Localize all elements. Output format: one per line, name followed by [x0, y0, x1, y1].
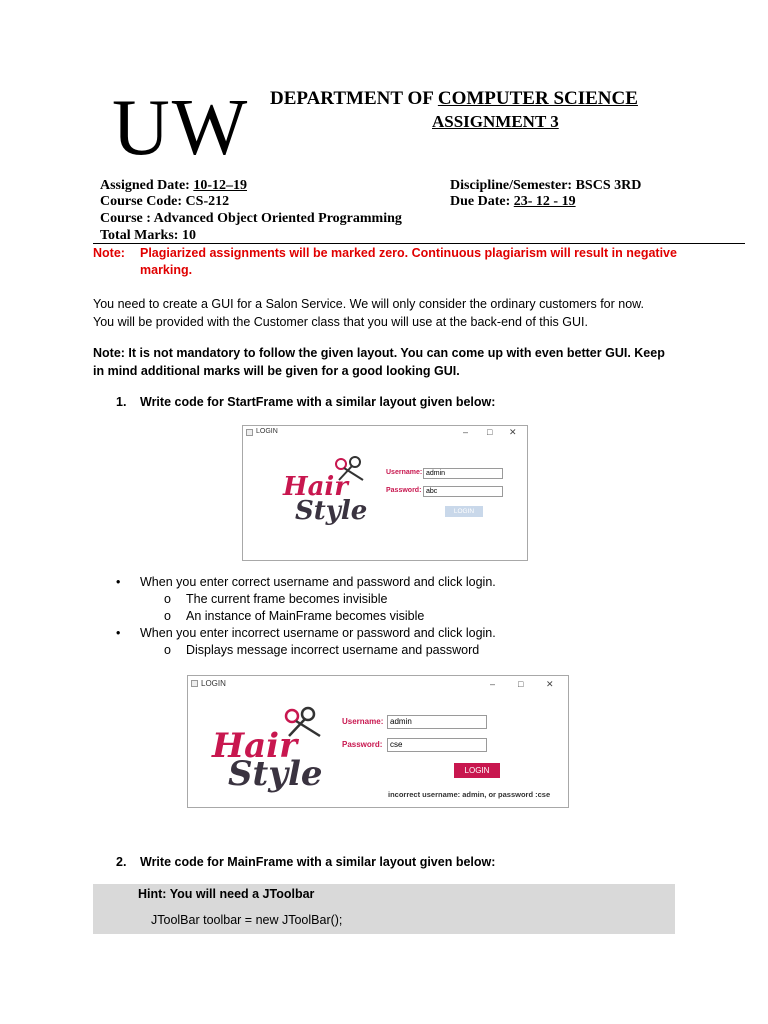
intro-line-1: You need to create a GUI for a Salon Service. We will only consider the ordinary customers for now. [93, 297, 644, 311]
password-field[interactable]: cse [387, 738, 487, 752]
course-code: Course Code: CS-212 [100, 194, 230, 209]
total-marks: Total Marks: 10 [100, 228, 196, 243]
item-2-text: Write code for MainFrame with a similar layout given below: [140, 855, 496, 869]
password-field[interactable]: abc [423, 486, 503, 497]
login-button[interactable]: LOGIN [445, 506, 483, 517]
assignment-title: ASSIGNMENT 3 [432, 112, 559, 131]
java-icon [191, 680, 198, 687]
sub-bullet-1a-marker: o [164, 592, 171, 606]
close-icon[interactable]: ✕ [546, 679, 554, 689]
assigned-date: Assigned Date: 10-12–19 [100, 178, 248, 193]
note2-line-2: in mind additional marks will be given for a good looking GUI. [93, 364, 460, 378]
hint-code-line: JToolBar toolbar = new JToolBar(); [151, 913, 343, 927]
item-2-number: 2. [116, 855, 127, 869]
bullet-2-dot: • [116, 626, 121, 640]
username-label: Username: [342, 717, 384, 726]
note2-line-1: Note: It is not mandatory to follow the given layout. You can come up with even better GUI. Keep [93, 346, 665, 360]
discipline-semester: Discipline/Semester: BSCS 3RD [450, 178, 642, 193]
close-icon[interactable]: ✕ [509, 427, 517, 437]
bullet-1-text: When you enter correct username and password and click login. [140, 575, 496, 589]
username-field[interactable]: admin [423, 468, 503, 479]
style-logo-text: Style [295, 496, 368, 526]
department-name: COMPUTER SCIENCE [437, 88, 638, 109]
window-titlebar [188, 676, 568, 694]
login-button[interactable]: LOGIN [454, 763, 500, 778]
sub-bullet-2a-marker: o [164, 643, 171, 657]
note-line-1: Plagiarized assignments will be marked zero. Continuous plagiarism will result in negative [140, 246, 677, 260]
department-title: DEPARTMENT OF COMPUTER SCIENCE [270, 88, 638, 109]
header-divider [93, 243, 745, 244]
intro-line-2: You will be provided with the Customer class that you will use at the back-end of this GUI. [93, 315, 588, 329]
maximize-icon[interactable]: □ [487, 427, 493, 437]
sub-bullet-1b-text: An instance of MainFrame becomes visible [186, 609, 425, 623]
username-field[interactable]: admin [387, 715, 487, 729]
hair-logo-text: Hair [212, 726, 297, 766]
password-label: Password: [386, 487, 422, 494]
hint-box [93, 884, 675, 934]
sub-bullet-1b-marker: o [164, 609, 171, 623]
due-date: Due Date: 23- 12 - 19 [450, 194, 576, 209]
password-label: Password: [342, 740, 383, 749]
note-label: Note: [93, 246, 125, 260]
java-icon [246, 429, 253, 436]
item-1-number: 1. [116, 395, 127, 409]
username-label: Username: [386, 469, 423, 476]
window-title: LOGIN [256, 428, 278, 435]
uw-logo: UW [112, 84, 250, 172]
error-message: incorrect username: admin, or password :cse [388, 790, 551, 799]
course-name: Course : Advanced Object Oriented Programming [100, 211, 402, 226]
login-window-1 [242, 425, 528, 561]
window-title: LOGIN [201, 679, 226, 688]
sub-bullet-2a-text: Displays message incorrect username and password [186, 643, 480, 657]
minimize-icon[interactable]: – [463, 427, 469, 437]
hair-logo-text: Hair [283, 472, 348, 502]
hint-line-1: Hint: You will need a JToolbar [138, 887, 315, 901]
login-window-2 [187, 675, 569, 808]
item-1-text: Write code for StartFrame with a similar layout given below: [140, 395, 496, 409]
style-logo-text: Style [228, 754, 323, 794]
bullet-2-text: When you enter incorrect username or password and click login. [140, 626, 496, 640]
minimize-icon[interactable]: – [490, 679, 496, 689]
maximize-icon[interactable]: □ [518, 679, 524, 689]
sub-bullet-1a-text: The current frame becomes invisible [186, 592, 388, 606]
bullet-1-dot: • [116, 575, 121, 589]
window-titlebar [243, 426, 527, 440]
note-line-2: marking. [140, 263, 193, 277]
